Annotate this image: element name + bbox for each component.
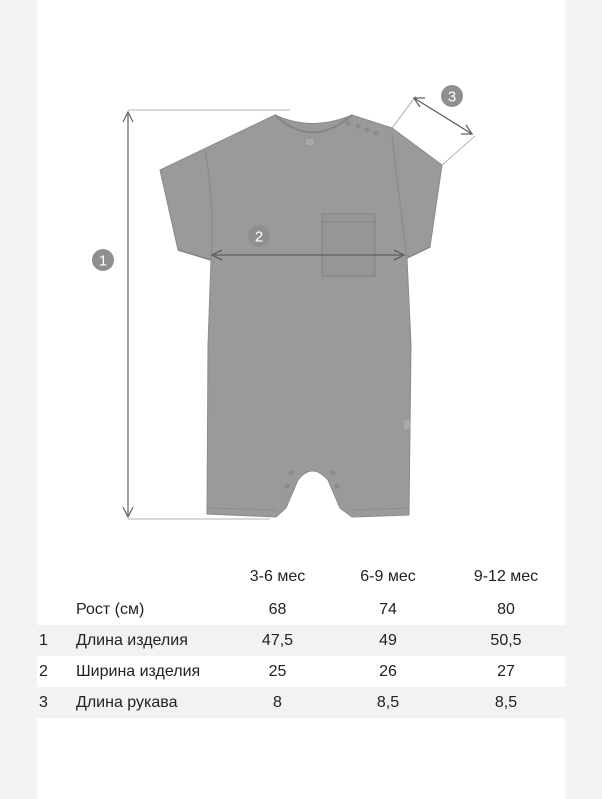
row-number — [37, 594, 76, 625]
row-value: 8,5 — [447, 687, 565, 718]
row-label: Рост (см) — [76, 600, 145, 618]
row-value: 8,5 — [329, 687, 447, 718]
table-row-sleeve — [37, 687, 565, 718]
table-row-width — [37, 656, 565, 687]
row-number: 2 — [39, 662, 48, 680]
row-number: 1 — [37, 625, 76, 656]
size-header: 9-12 мес — [473, 568, 539, 585]
row-value: 74 — [379, 600, 397, 618]
size-header-row — [37, 560, 565, 594]
row-value: 27 — [497, 662, 515, 680]
marker-2-label: 2 — [254, 228, 264, 246]
romper-illustration — [160, 115, 442, 517]
row-number: 3 — [37, 687, 76, 718]
table-row-height — [37, 594, 565, 625]
row-label: Ширина изделия — [76, 662, 201, 680]
marker-1-label: 1 — [98, 252, 108, 270]
row-label: Длина изделия — [76, 625, 226, 656]
size-table — [37, 560, 565, 718]
marker-3-label: 3 — [447, 88, 457, 106]
size-header: 3-6 мес — [249, 568, 306, 585]
size-header: 6-9 мес — [360, 568, 416, 585]
row-value: 68 — [268, 600, 287, 618]
row-value: 8 — [226, 687, 329, 718]
row-value: 80 — [497, 600, 515, 618]
header-label-cell — [76, 560, 226, 594]
header-num-cell — [37, 560, 76, 594]
table-row-length — [37, 625, 565, 656]
row-value: 26 — [379, 662, 397, 680]
row-value: 50,5 — [447, 625, 565, 656]
row-value: 25 — [268, 662, 287, 680]
row-value: 49 — [329, 625, 447, 656]
row-label: Длина рукава — [76, 687, 226, 718]
row-value: 47,5 — [226, 625, 329, 656]
